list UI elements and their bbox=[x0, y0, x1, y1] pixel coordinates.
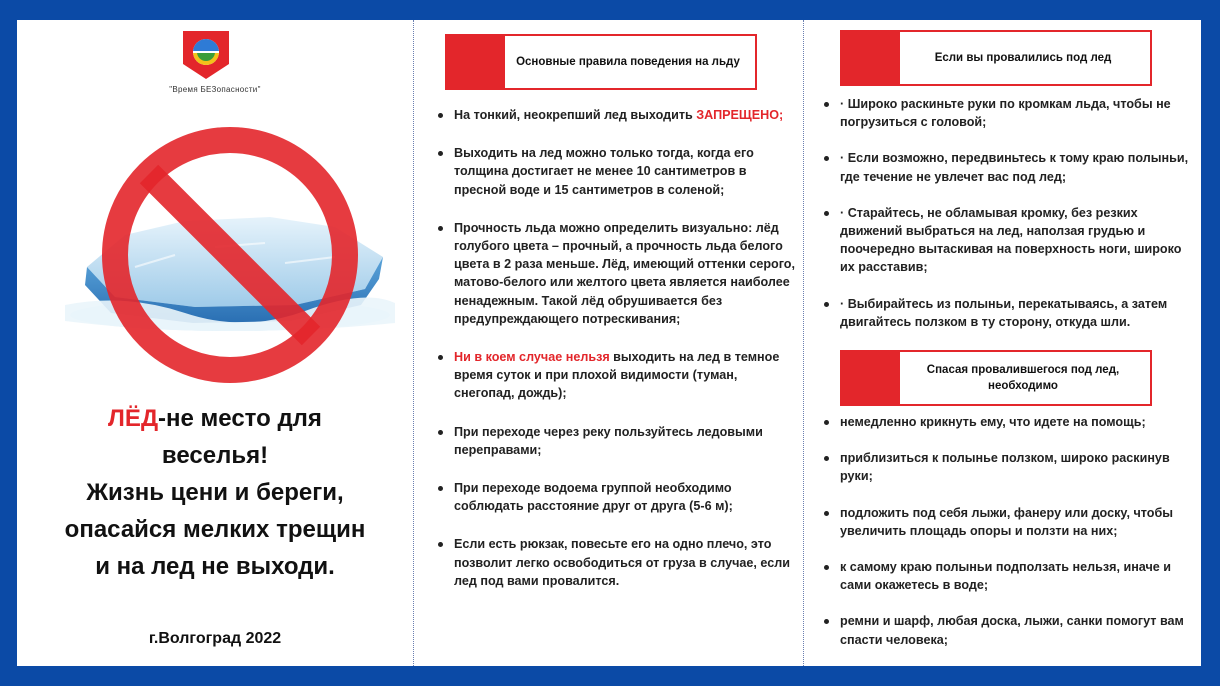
fell-through-header bbox=[840, 30, 1152, 86]
rule-text-before: Прочность льда можно определить визуально: лёд голубого цвета – прочный, а прочность льда белого цвета в 2 раза меньше. Лёд, имеющий оттенки серого, матово-белого или желтого цвета является наиболее ненадежным. Такой лёд обрушивается без предупреждающего потрескивания; bbox=[454, 220, 795, 326]
rules-header bbox=[445, 34, 757, 90]
rules-panel bbox=[413, 20, 803, 666]
rescue-item: к самому краю полыньи подползать нельзя, иначе и сами окажетесь в воде; bbox=[822, 558, 1192, 594]
rescue-title: Спасая провалившегося под лед, необходимо bbox=[926, 364, 1120, 392]
city-year: г.Волгоград 2022 bbox=[148, 630, 282, 647]
slogan-line3: Жизнь цени и береги, bbox=[86, 479, 344, 506]
header-accent-block bbox=[842, 352, 900, 404]
rule-item bbox=[436, 423, 796, 459]
brochure-page bbox=[17, 20, 1201, 666]
fell-through-list bbox=[822, 95, 1192, 349]
slogan-line5: и на лед не выходи. bbox=[95, 553, 335, 580]
slogan-ice-word: ЛЁД bbox=[108, 405, 159, 432]
no-entry-sign-icon bbox=[65, 117, 395, 387]
rule-text-before: При переходе водоема группой необходимо соблюдать расстояние друг от друга (5-6 м); bbox=[454, 481, 733, 514]
fell-through-item: · Выбирайтесь из полыньи, перекатываясь, а затем двигайтесь ползком в ту сторону, откуда шли. bbox=[822, 295, 1192, 331]
rule-item bbox=[436, 479, 796, 515]
rescue-header bbox=[840, 350, 1152, 406]
shield-emblem-icon bbox=[182, 30, 230, 80]
slogan bbox=[17, 400, 413, 585]
rule-text-highlight: Ни в коем случае нельзя bbox=[454, 350, 610, 365]
header-accent-block bbox=[842, 32, 900, 84]
cover-panel bbox=[17, 20, 413, 666]
rule-text-after: выходить на лед в темное время суток и при плохой видимости (туман, снегопад, дождь); bbox=[454, 350, 780, 401]
rules-list bbox=[436, 106, 796, 610]
rescue-item: ремни и шарф, любая доска, лыжи, санки помогут вам спасти человека; bbox=[822, 612, 1192, 648]
rule-item bbox=[436, 348, 796, 403]
slogan-line2: веселья! bbox=[161, 442, 269, 469]
fell-through-item: · Широко раскиньте руки по кромкам льда, чтобы не погрузиться с головой; bbox=[822, 95, 1192, 131]
fell-through-item: · Старайтесь, не обламывая кромку, без резких движений выбраться на лед, наползая грудью и поочередно вытаскивая на поверхность ноги, широко их расставив; bbox=[822, 204, 1192, 277]
fell-through-title: Если вы провалились под лед bbox=[934, 52, 1112, 64]
rescue-item: немедленно крикнуть ему, что идете на помощь; bbox=[822, 413, 1192, 431]
fell-through-item: · Если возможно, передвиньтесь к тому краю полыньи, где течение не увлечет вас под лед; bbox=[822, 149, 1192, 185]
header-accent-block bbox=[447, 36, 505, 88]
rule-text-before: Если есть рюкзак, повесьте его на одно плечо, это позволит легко освободиться от груза в случае, если лед под вами провалится. bbox=[454, 537, 791, 588]
slogan-line4: опасайся мелких трещин bbox=[64, 516, 366, 543]
rule-text-before: Выходить на лед можно только тогда, когда его толщина достигает не менее 10 сантиметров в пресной воде и 15 сантиметров в соленой; bbox=[454, 146, 754, 197]
slogan-line1: -не место для bbox=[158, 405, 322, 432]
rescue-list bbox=[822, 413, 1192, 667]
rules-title: Основные правила поведения на льду bbox=[516, 56, 740, 68]
rule-text-before: При переходе через реку пользуйтесь ледовыми переправами; bbox=[454, 424, 763, 457]
rule-text-highlight: ЗАПРЕЩЕНО; bbox=[696, 108, 784, 122]
rescue-item: подложить под себя лыжи, фанеру или доску, чтобы увеличить площадь опоры и ползти на них; bbox=[822, 504, 1192, 540]
rule-item bbox=[436, 144, 796, 199]
rule-text-before: На тонкий, неокрепший лед выходить bbox=[454, 108, 697, 122]
rule-item bbox=[436, 106, 796, 124]
organization-name: "Время БЕЗопасности" bbox=[169, 85, 261, 94]
rule-item bbox=[436, 535, 796, 590]
rescue-item: приблизиться к полынье ползком, широко раскинув руки; bbox=[822, 449, 1192, 485]
emergency-panel bbox=[803, 20, 1201, 666]
rule-item bbox=[436, 219, 796, 328]
